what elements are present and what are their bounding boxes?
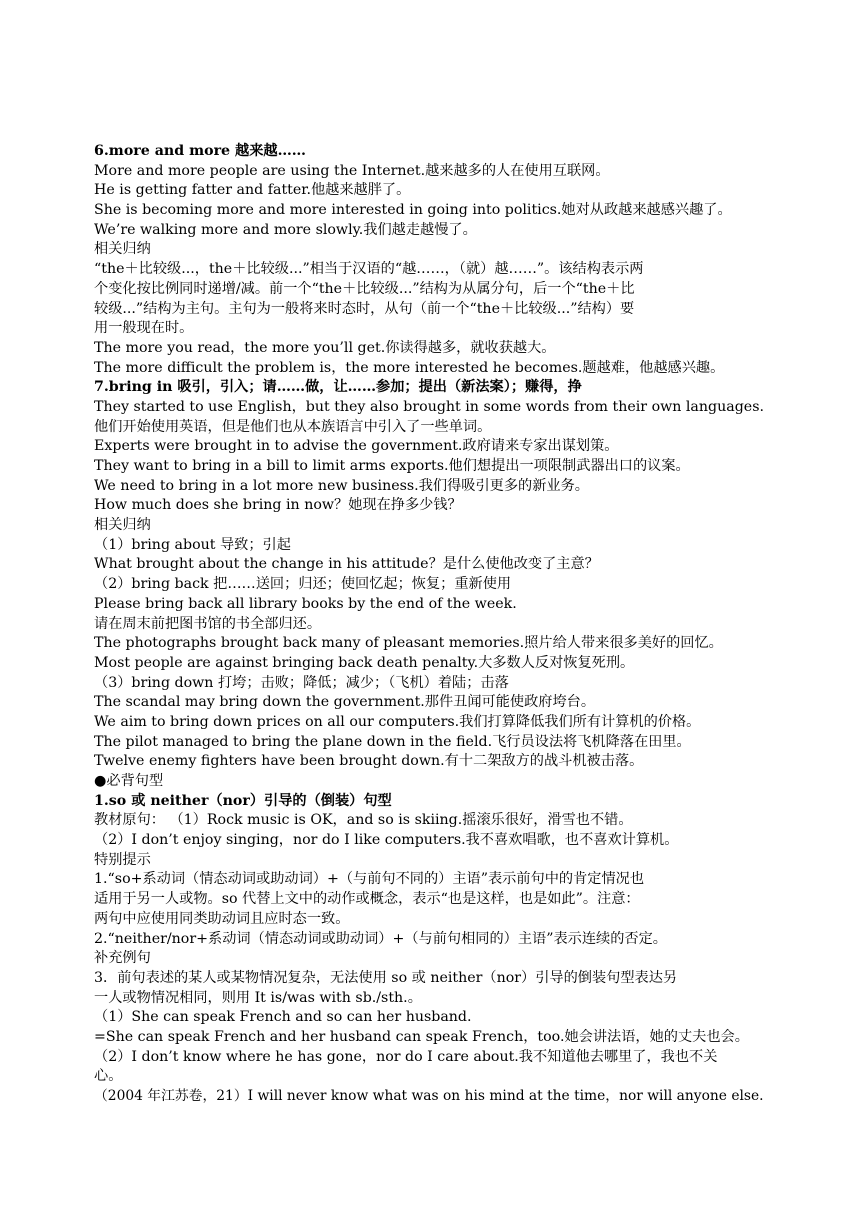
text-line: 个变化按比例同时递增/减。前一个“the＋比较级...”结构为从属分句，后一个“the＋比: [94, 280, 635, 297]
text-line: Experts were brought in to advise the government.政府请来专家出谋划策。: [94, 438, 619, 455]
text-line: The more you read，the more you’ll get.你读得越多，就收获越大。: [94, 339, 556, 356]
text-line: More and more people are using the Internet.越来越多的人在使用互联网。: [94, 162, 610, 179]
section-heading: 6.more and more 越来越……: [94, 143, 306, 159]
text-line: （1）bring about 导致；引起: [94, 536, 291, 553]
text-line: The more difficult the problem is，the more interested he becomes.题越难，他越感兴趣。: [94, 359, 725, 376]
text-line: （2）I don’t know where he has gone，nor do I care about.我不知道他去哪里了，我也不关: [94, 1048, 718, 1065]
text-line: 适用于另一人或物。so 代替上文中的动作或概念，表示“也是这样，也是如此”。注意：: [94, 891, 640, 908]
text-line: She is becoming more and more interested in going into politics.她对从政越来越感兴趣了。: [94, 202, 732, 219]
text-line: 相关归纳: [94, 241, 151, 258]
text-line: The scandal may bring down the government.那件丑闻可能使政府垮台。: [94, 694, 596, 711]
text-line: 用一般现在时。: [94, 320, 194, 337]
text-line: 教材原句： （1）Rock music is OK，and so is skiing.摇滚乐很好，滑雪也不错。: [94, 812, 633, 829]
text-line: Twelve enemy fighters have been brought down.有十二架敌方的战斗机被击落。: [94, 753, 644, 770]
text-line: We aim to bring down prices on all our computers.我们打算降低我们所有计算机的价格。: [94, 713, 701, 730]
text-line: （2004 年江苏卷，21）I will never know what was on his mind at the time，nor will anyone else.: [94, 1088, 764, 1104]
text-line: They want to bring in a bill to limit arms exports.他们想提出一项限制武器出口的议案。: [94, 458, 690, 474]
section-heading: 1.so 或 neither（nor）引导的（倒装）句型: [94, 792, 392, 809]
text-line: We’re walking more and more slowly.我们越走越慢了。: [94, 221, 477, 238]
text-line: They started to use English，but they also brought in some words from their own languages.: [94, 398, 764, 415]
text-line: “the＋比较级...，the＋比较级...”相当于汉语的“越……，（就）越……”。该结构表示两: [94, 261, 644, 278]
text-line: 一人或物情况相同，则用 It is/was with sb./sth.。: [94, 989, 422, 1006]
text-line: 补充例句: [94, 950, 151, 967]
text-line: 2.“neither/nor+系动词（情态动词或助动词）+（与前句相同的）主语”表示连续的否定。: [94, 930, 667, 947]
text-line: ●必背句型: [94, 773, 164, 789]
text-line: 请在周末前把图书馆的书全部归还。: [94, 615, 322, 632]
text-line: 相关归纳: [94, 517, 151, 534]
text-line: （2）I don’t enjoy singing，nor do I like computers.我不喜欢唱歌，也不喜欢计算机。: [94, 832, 679, 849]
text-line: Most people are against bringing back death penalty.大多数人反对恢复死刑。: [94, 654, 635, 671]
text-line: The photographs brought back many of pleasant memories.照片给人带来很多美好的回忆。: [94, 635, 723, 652]
text-line: What brought about the change in his attitude？是什么使他改变了主意？: [94, 556, 599, 573]
text-line: 他们开始使用英语，但是他们也从本族语言中引入了一些单词。: [94, 418, 492, 435]
document-body: [94, 142, 768, 1107]
text-line: 3．前句表述的某人或某物情况复杂，无法使用 so 或 neither（nor）引导的倒装句型表达另: [94, 969, 678, 986]
text-line: We need to bring in a lot more new business.我们得吸引更多的新业务。: [94, 477, 589, 494]
text-line: The pilot managed to bring the plane down in the field.飞行员设法将飞机降落在田里。: [94, 733, 691, 750]
text-line: =She can speak French and her husband can speak French，too.她会讲法语，她的丈夫也会。: [94, 1028, 749, 1045]
text-line: 特别提示: [94, 851, 151, 868]
section-heading: 7.bring in 吸引，引入；请……做，让……参加；提出（新法案）；赚得，挣: [94, 379, 582, 396]
text-line: 心。: [94, 1068, 123, 1085]
text-line: 较级...”结构为主句。主句为一般将来时态时，从句（前一个“the＋比较级...”结构）要: [94, 300, 635, 317]
text-line: He is getting fatter and fatter.他越来越胖了。: [94, 182, 411, 199]
text-line: 1.“so+系动词（情态动词或助动词）+（与前句不同的）主语”表示前句中的肯定情况也: [94, 871, 645, 888]
text-line: Please bring back all library books by the end of the week.: [94, 595, 517, 612]
text-line: 两句中应使用同类助动词且应时态一致。: [94, 910, 350, 927]
text-line: （3）bring down 打垮；击败；降低；减少；（飞机）着陆；击落: [94, 674, 509, 691]
text-line: How much does she bring in now？她现在挣多少钱？: [94, 497, 462, 514]
text-line: （2）bring back 把……送回；归还；使回忆起；恢复；重新使用: [94, 576, 512, 593]
text-line: （1）She can speak French and so can her husband.: [94, 1009, 472, 1026]
